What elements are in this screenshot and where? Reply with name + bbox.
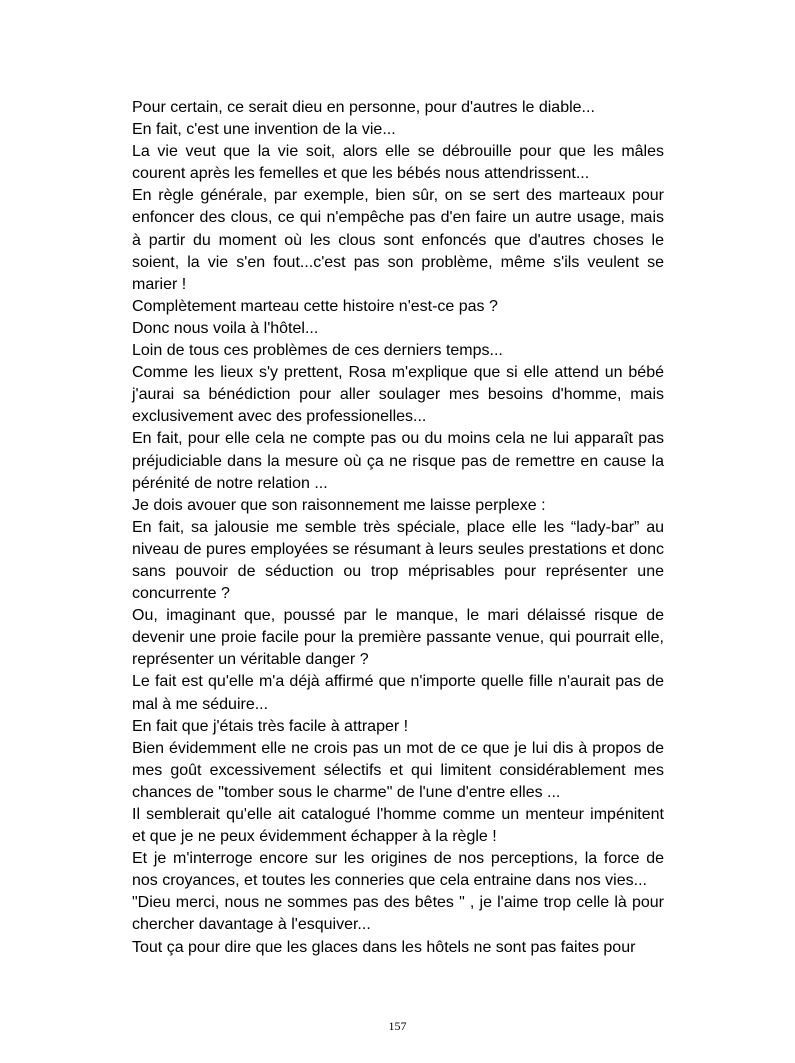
page-number: 157 [388, 1019, 407, 1033]
paragraph: Complètement marteau cette histoire n'est-ce pas ? [132, 297, 498, 315]
paragraph: En fait, c'est une invention de la vie... [132, 121, 396, 139]
paragraph: Pour certain, ce serait dieu en personne, pour d'autres le diable... [132, 99, 595, 116]
paragraph: Bien évidemment elle ne crois pas un mot de ce que je lui dis à propos de mes goût excessivement sélectifs et qui limitent considérablement mes chances de "tomber sous le charme" de l'une d'entre elles ... [132, 739, 664, 801]
paragraph: Tout ça pour dire que les glaces dans les hôtels ne sont pas faites pour [132, 938, 636, 956]
paragraph: Le fait est qu'elle m'a déjà affirmé que n'importe quelle fille n'aurait pas de mal à me séduire... [132, 673, 664, 713]
paragraph: En fait, sa jalousie me semble très spéciale, place elle les “lady-bar” au niveau de pures employées se résumant à leurs seules prestations et donc sans pouvoir de séduction ou trop méprisables pour représenter une concurrente ? [132, 518, 664, 603]
body-text [132, 97, 664, 959]
paragraph: Et je m'interroge encore sur les origines de nos perceptions, la force de nos croyances, et toutes les conneries que cela entraine dans nos vies... [132, 850, 664, 890]
paragraph: "Dieu merci, nous ne sommes pas des bêtes " , je l'aime trop celle là pour chercher davantage à l'esquiver... [132, 894, 664, 934]
paragraph: La vie veut que la vie soit, alors elle se débrouille pour que les mâles courent après les femelles et que les bébés nous attendrissent... [132, 143, 664, 183]
paragraph: Comme les lieux s'y prettent, Rosa m'explique que si elle attend un bébé j'aurai sa bénédiction pour aller soulager mes besoins d'homme, mais exclusivement avec des professionelles... [132, 364, 664, 426]
paragraph: En règle générale, par exemple, bien sûr, on se sert des marteaux pour enfoncer des clous, ce qui n'empêche pas d'en faire un autre usage, mais à partir du moment où les clous sont enfoncés que d'autres choses le soient, la vie s'en fout...c'est pas son problème, même s'ils veulent se marier ! [132, 187, 664, 293]
paragraph: Il semblerait qu'elle ait catalogué l'homme comme un menteur impénitent et que je ne peux évidemment échapper à la règle ! [132, 806, 664, 846]
paragraph: Ou, imaginant que, poussé par le manque, le mari délaissé risque de devenir une proie facile pour la première passante venue, qui pourrait elle, représenter un véritable danger ? [132, 607, 664, 669]
paragraph: Je dois avouer que son raisonnement me laisse perplexe : [132, 496, 546, 514]
paragraph: Loin de tous ces problèmes de ces derniers temps... [132, 342, 503, 360]
paragraph: En fait, pour elle cela ne compte pas ou du moins cela ne lui apparaît pas préjudiciable dans la mesure où ça ne risque pas de remettre en cause la pérénité de notre relation ... [132, 430, 664, 492]
paragraph: Donc nous voila à l'hôtel... [132, 319, 319, 337]
paragraph: En fait que j'étais très facile à attraper ! [132, 717, 409, 735]
